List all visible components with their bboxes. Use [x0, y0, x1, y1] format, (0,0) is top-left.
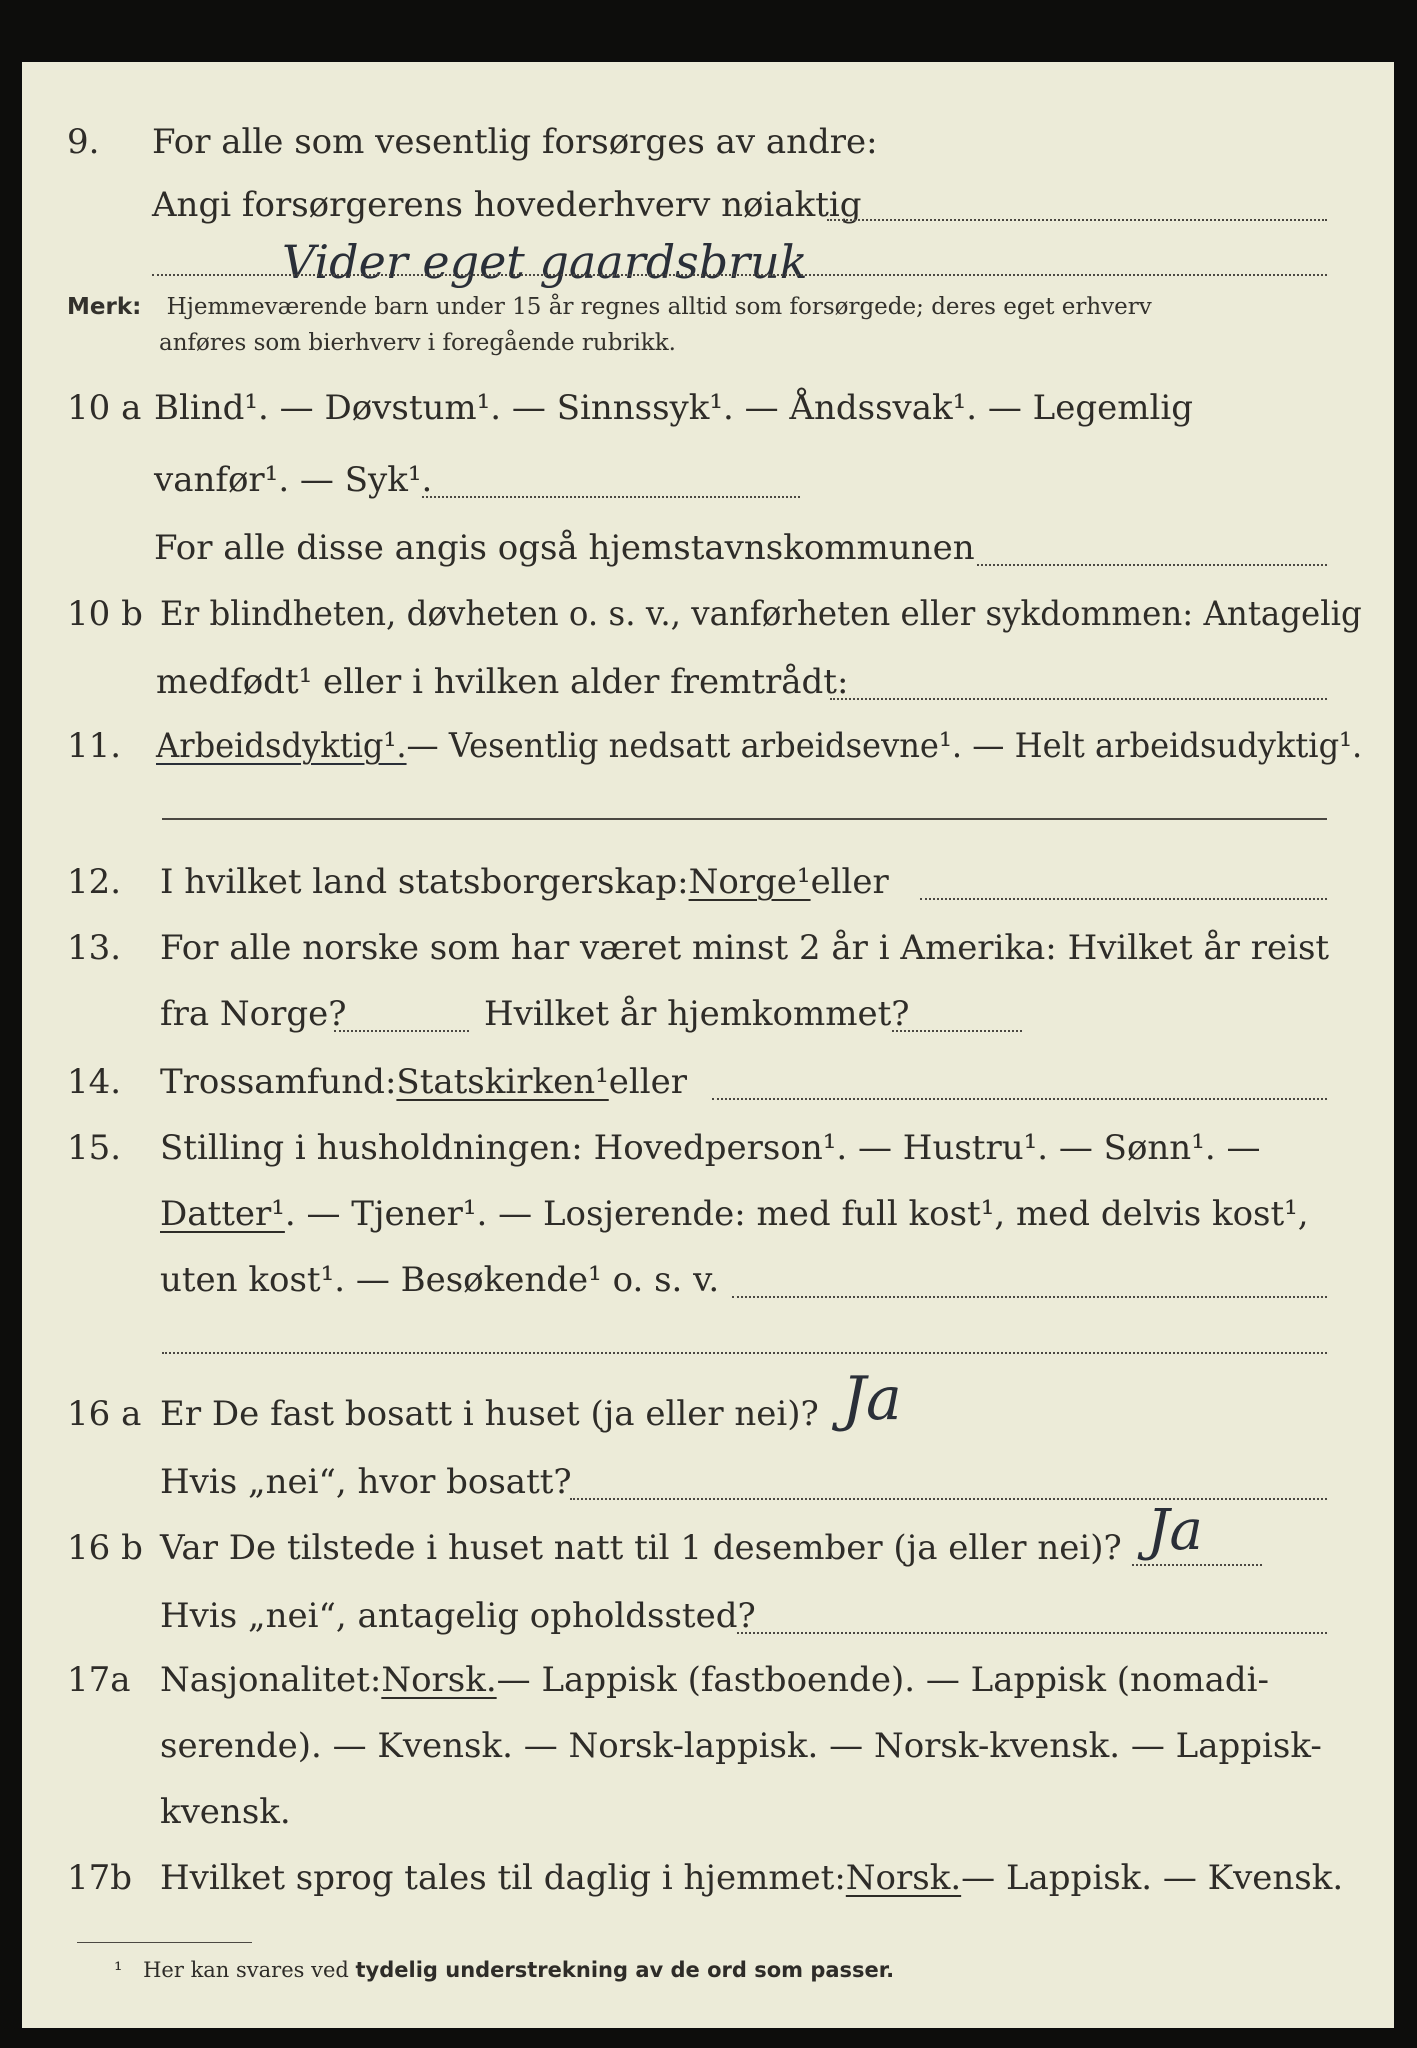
q12-answer-line[interactable]: [920, 898, 1327, 900]
q10a-line1: Blind¹. — Døvstum¹. — Sinnssyk¹. — Åndssvak¹. — Legemlig: [154, 388, 1193, 428]
q15-option-datter[interactable]: Datter¹: [160, 1194, 285, 1234]
q16a-answer-line[interactable]: [570, 1498, 1327, 1500]
q16b-row: [22, 1498, 1394, 1572]
q11-option-arbeidsdyktig[interactable]: Arbeidsdyktig¹.: [156, 726, 407, 766]
q16a-line1: Er De fast bosatt i huset (ja eller nei)?: [160, 1394, 819, 1434]
divider-1: [162, 818, 1327, 820]
q15-line1: Stilling i husholdningen: Hovedperson¹. — Hustru¹. — Sønn¹. —: [160, 1128, 1261, 1168]
merk-text-2: anføres som bierhverv i foregående rubrikk.: [159, 330, 676, 356]
q14-number: 14.: [67, 1062, 122, 1102]
q15-row2: [22, 1186, 1394, 1238]
q17a-option-norsk[interactable]: Norsk.: [381, 1660, 497, 1700]
q15-number: 15.: [67, 1128, 122, 1168]
q13-line2b: Hvilket år hjemkommet?: [484, 994, 910, 1034]
q9-row: [22, 114, 1394, 166]
q15-row3: [22, 1252, 1394, 1304]
q15-line2-rest: . — Tjener¹. — Losjerende: med full kost¹, med delvis kost¹,: [284, 1194, 1309, 1234]
footnote-bold: tydelig understrekning av de ord som passer.: [355, 1958, 895, 1982]
q15-answer-line[interactable]: [732, 1296, 1327, 1298]
q10b-line2: medfødt¹ eller i hvilken alder fremtrådt:: [156, 662, 849, 702]
q16a-handwritten-answer: Ja: [842, 1364, 902, 1434]
q10a-number: 10 a: [67, 388, 142, 428]
q13-row: [22, 920, 1394, 972]
q9-number: 9.: [67, 122, 100, 162]
q16b-row2: [22, 1588, 1394, 1640]
q12-option-norge[interactable]: Norge¹: [688, 862, 811, 902]
q11-rest: — Vesentlig nedsatt arbeidsevne¹. — Helt arbeidsudyktig¹.: [406, 726, 1363, 766]
q13-line1: For alle norske som har været minst 2 år i Amerika: Hvilket år reist: [160, 928, 1330, 968]
footnote-plain: Her kan svares ved: [143, 1958, 356, 1982]
q13-number: 13.: [67, 928, 122, 968]
q15-line2: [160, 1194, 1309, 1234]
q9-line1: For alle som vesentlig forsørges av andre:: [152, 122, 878, 162]
q10a-hjemstavn-line[interactable]: [977, 564, 1327, 566]
q14-pre: Trossamfund:: [160, 1062, 397, 1102]
q13-reist-line[interactable]: [334, 1030, 469, 1032]
q17a-line1: [160, 1660, 1269, 1700]
q12-pre: I hvilket land statsborgerskap:: [160, 862, 689, 902]
q10a-answer-line[interactable]: [422, 496, 800, 498]
q17b-post: — Lappisk. — Kvensk.: [961, 1858, 1344, 1898]
q9-row2: [22, 177, 1394, 229]
q14-text: [160, 1062, 687, 1102]
q10b-number: 10 b: [67, 594, 143, 634]
divider-2: [162, 1352, 1327, 1354]
footnote-mark: ¹: [114, 1958, 123, 1982]
q17a-line1-rest: — Lappisk (fastboende). — Lappisk (nomadi-: [496, 1660, 1270, 1700]
q17b-pre: Hvilket sprog tales til daglig i hjemmet:: [160, 1858, 846, 1898]
q11-row: [22, 718, 1394, 770]
q10b-answer-line[interactable]: [830, 698, 1327, 700]
q14-option-statskirken[interactable]: Statskirken¹: [396, 1062, 609, 1102]
q12-post: eller: [810, 862, 889, 902]
q12-text: [160, 862, 889, 902]
q10a-line2: vanfør¹. — Syk¹.: [154, 460, 433, 500]
footnote-rule: [77, 1942, 252, 1943]
q12-number: 12.: [67, 862, 122, 902]
q17b-number: 17b: [67, 1858, 133, 1898]
q16a-line2: Hvis „nei“, hvor bosatt?: [160, 1462, 572, 1502]
q16a-number: 16 a: [67, 1394, 142, 1434]
q14-answer-line[interactable]: [712, 1098, 1327, 1100]
q17b-row: [22, 1850, 1394, 1902]
q17a-pre: Nasjonalitet:: [160, 1660, 382, 1700]
q13-row2: [22, 986, 1394, 1038]
q13-hjemkommet-line[interactable]: [892, 1030, 1022, 1032]
q9-line2: Angi forsørgerens hovederhverv nøiaktig: [152, 185, 862, 225]
q9-answer-line-2[interactable]: [152, 274, 1327, 276]
q16b-opholdssted-line[interactable]: [737, 1632, 1327, 1634]
census-form-page: [22, 62, 1394, 2028]
q16b-answer-line[interactable]: [1132, 1564, 1262, 1566]
q17a-line3: kvensk.: [160, 1792, 291, 1832]
q10b-row2: [22, 654, 1394, 706]
merk-line1: [67, 294, 1152, 320]
q14-row: [22, 1054, 1394, 1106]
footnote: [114, 1958, 894, 1982]
q16b-line1: Var De tilstede i huset natt til 1 desember (ja eller nei)?: [160, 1528, 1122, 1568]
q10a-line3: For alle disse angis også hjemstavnskommunen: [154, 528, 975, 568]
q16b-number: 16 b: [67, 1528, 143, 1568]
q10a-row2: [22, 452, 1394, 504]
q10a-row: [22, 380, 1394, 432]
q17a-number: 17a: [67, 1660, 131, 1700]
q9-answer-line[interactable]: [827, 219, 1327, 221]
q17a-row3: [22, 1784, 1394, 1836]
q16b-line2: Hvis „nei“, antagelig opholdssted?: [160, 1596, 756, 1636]
q11-number: 11.: [67, 726, 122, 766]
q16b-handwritten-answer: Ja: [1147, 1498, 1203, 1563]
q11-text: [156, 726, 1362, 766]
q17b-text: [160, 1858, 1343, 1898]
q10b-row: [22, 586, 1394, 638]
q13-line2a: fra Norge?: [160, 994, 347, 1034]
q12-row: [22, 854, 1394, 906]
q15-row: [22, 1120, 1394, 1172]
q16a-row: [22, 1364, 1394, 1438]
q17a-row2: [22, 1718, 1394, 1770]
merk-text-1: Hjemmeværende barn under 15 år regnes alltid som forsørgede; deres eget erhverv: [166, 294, 1152, 320]
merk-label: Merk:: [67, 294, 142, 320]
q15-line3: uten kost¹. — Besøkende¹ o. s. v.: [160, 1260, 720, 1300]
q17b-option-norsk[interactable]: Norsk.: [845, 1858, 962, 1898]
q14-post: eller: [608, 1062, 687, 1102]
q10b-line1: Er blindheten, døvheten o. s. v., vanførheten eller sykdommen: Antagelig: [160, 594, 1362, 634]
q9-handwritten-answer: Vider eget gaardsbruk: [282, 235, 808, 289]
q10a-row3: [22, 520, 1394, 572]
q17a-row: [22, 1652, 1394, 1704]
q17a-line2: serende). — Kvensk. — Norsk-lappisk. — Norsk-kvensk. — Lappisk-: [160, 1726, 1322, 1766]
